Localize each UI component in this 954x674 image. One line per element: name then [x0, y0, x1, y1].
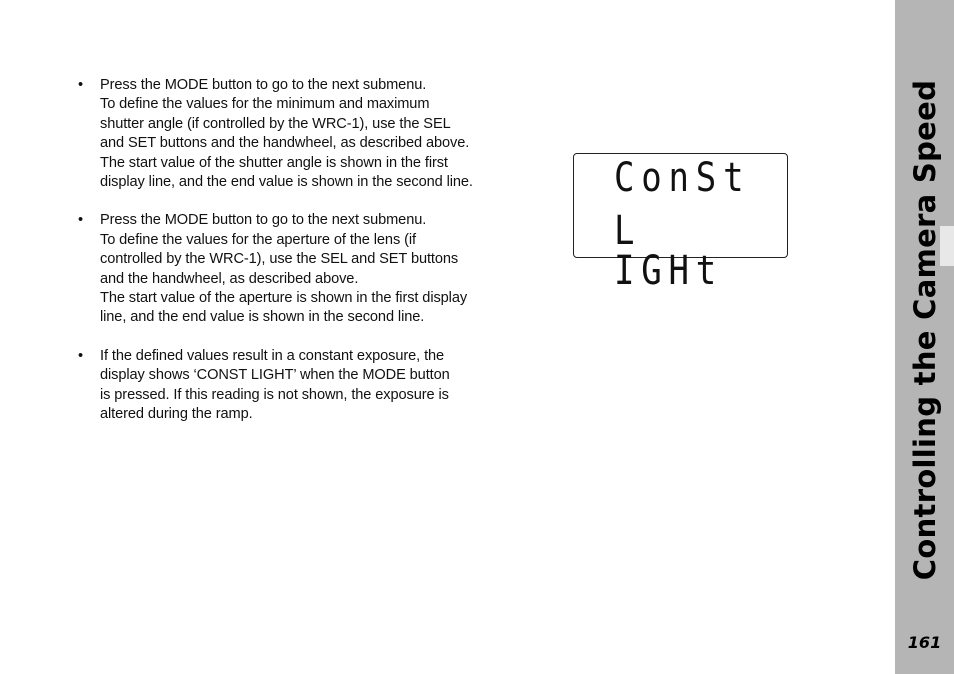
page-number: 161 — [907, 633, 942, 652]
lcd-line-2: L IGHt — [614, 208, 724, 294]
instructions-list — [78, 76, 478, 444]
list-item — [78, 347, 478, 425]
bullet-icon: • — [78, 212, 84, 229]
chapter-sidebar — [895, 0, 954, 674]
chapter-tab-marker — [940, 226, 954, 266]
list-item — [78, 76, 478, 192]
lcd-line-1: ConSt — [614, 155, 751, 201]
list-item-text: If the defined values result in a constant exposure, the display shows ‘CONST LIGHT’ when the MODE button is pressed. If this reading is not shown, the exposure is altered during the ramp. — [100, 347, 450, 423]
list-item — [78, 211, 478, 327]
lcd-display — [573, 153, 788, 294]
bullet-icon: • — [78, 77, 84, 93]
list-item-text: Press the MODE button to go to the next submenu. To define the values for the aperture of the lens (if controlled by the WRC-1), use the SEL and SET buttons and the handwheel, as described above. The start value of the aperture is shown in the first display line, and the end value is shown in the second line. — [100, 212, 468, 326]
bullet-icon: • — [78, 347, 84, 364]
chapter-title: Controlling the Camera Speed — [908, 79, 942, 581]
list-item-text: Press the MODE button to go to the next submenu. To define the values for the minimum and maximum shutter angle (if controlled by the WRC-1), use the SEL and SET buttons and the handwheel, as described above. The start value of the shutter angle is shown in the first display line, and the end value is shown in the second line. — [100, 77, 473, 191]
